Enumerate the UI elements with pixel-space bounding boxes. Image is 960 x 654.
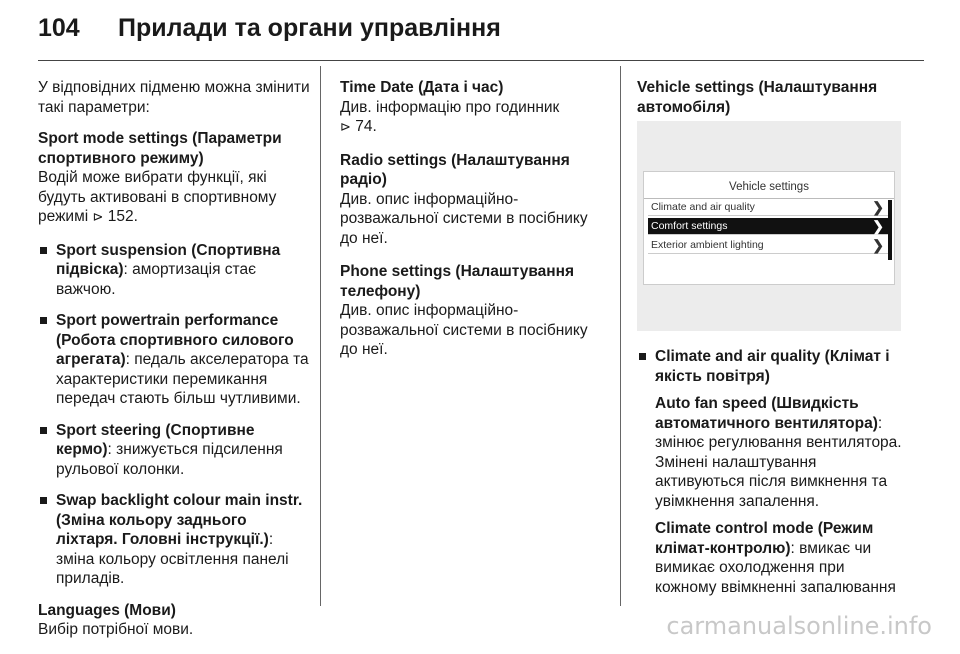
square-bullet-icon bbox=[40, 247, 47, 254]
header-rule bbox=[38, 60, 924, 61]
square-bullet-icon bbox=[639, 353, 646, 360]
list-item bbox=[637, 347, 910, 597]
page-title: Прилади та органи управління bbox=[118, 14, 501, 42]
radio-text: Див. опис інформаційно-розважальної системи в посібнику до неї. bbox=[340, 190, 588, 247]
page-ref: 152. bbox=[107, 208, 138, 225]
climate-bullet-title: Climate and air quality (Клімат і якість повітря) bbox=[655, 348, 890, 385]
chevron-right-icon: ❯ bbox=[872, 218, 884, 234]
column-left bbox=[38, 78, 310, 654]
watermark: carmanualsonline.info bbox=[666, 612, 932, 640]
page-ref: 74. bbox=[355, 118, 377, 135]
list-item: Swap backlight colour main instr. (Зміна кольору заднього ліхтаря. Головні інструкції.): зміна кольору освітлення панелі приладів. bbox=[38, 491, 310, 589]
time-date-heading: Time Date (Дата і час) bbox=[340, 79, 504, 96]
list-item: Sport powertrain performance (Робота спортивного силового агрегата): педаль акселератора та характеристики перемикання передач стають більш чутливими. bbox=[38, 311, 310, 409]
languages-heading: Languages (Мови) bbox=[38, 601, 176, 619]
chevron-right-icon: ❯ bbox=[872, 237, 884, 253]
phone-section bbox=[340, 262, 605, 360]
sport-mode-section bbox=[38, 129, 310, 227]
column-right bbox=[637, 78, 910, 609]
languages-text: Вибір потрібної мови. bbox=[38, 621, 194, 638]
display-screenshot bbox=[637, 121, 901, 331]
column-middle bbox=[340, 78, 605, 374]
display-scrollbar bbox=[888, 200, 892, 260]
radio-section bbox=[340, 151, 605, 249]
list-item: Sport suspension (Спортивна підвіска): амортизація стає важчою. bbox=[38, 241, 310, 300]
languages-section bbox=[38, 601, 310, 640]
square-bullet-icon bbox=[40, 317, 47, 324]
phone-heading: Phone settings (Налаштування телефону) bbox=[340, 263, 575, 300]
sport-mode-heading: Sport mode settings (Параметри спортивного режиму) bbox=[38, 130, 282, 167]
time-date-section bbox=[340, 78, 605, 137]
radio-heading: Radio settings (Налаштування радіо) bbox=[340, 151, 570, 188]
page-number: 104 bbox=[38, 14, 80, 42]
list-item: Sport steering (Спортивне кермо): знижується підсилення рульової колонки. bbox=[38, 421, 310, 480]
display-panel bbox=[643, 171, 895, 285]
display-title: Vehicle settings bbox=[644, 172, 894, 199]
time-date-text: Див. інформацію про годинник ⊳ 74. bbox=[340, 98, 560, 135]
square-bullet-icon bbox=[40, 497, 47, 504]
display-menu-item: Exterior ambient lighting ❯ bbox=[648, 237, 888, 254]
auto-fan-entry: Auto fan speed (Швидкість автоматичного вентилятора): змінює регулювання вентилятора. Змінені налаштування активуються після вимкнення та увімкнення запалення. bbox=[655, 395, 902, 510]
intro-text: У відповідних підменю можна змінити такі параметри: bbox=[38, 79, 310, 116]
square-bullet-icon bbox=[40, 427, 47, 434]
chevron-right-icon: ❯ bbox=[872, 199, 884, 215]
sport-mode-text: Водій може вибрати функції, які будуть активовані в спортивному режимі ⊳ 152. bbox=[38, 169, 277, 225]
phone-text: Див. опис інформаційно-розважальної системи в посібнику до неї. bbox=[340, 302, 588, 358]
column-divider bbox=[320, 66, 321, 606]
page-header bbox=[38, 14, 501, 54]
arrow-right-icon: ⊳ bbox=[92, 209, 104, 224]
display-menu-item-selected: Comfort settings ❯ bbox=[648, 218, 888, 235]
arrow-right-icon: ⊳ bbox=[340, 119, 351, 134]
vehicle-settings-heading: Vehicle settings (Налаштування автомобіля) bbox=[637, 79, 878, 116]
climate-mode-entry: Climate control mode (Режим клімат-контролю): вмикає чи вимикає охолодження при кожному ввімкненні запалювання bbox=[655, 520, 896, 596]
display-menu-item: Climate and air quality ❯ bbox=[648, 199, 888, 216]
column-divider bbox=[620, 66, 621, 606]
